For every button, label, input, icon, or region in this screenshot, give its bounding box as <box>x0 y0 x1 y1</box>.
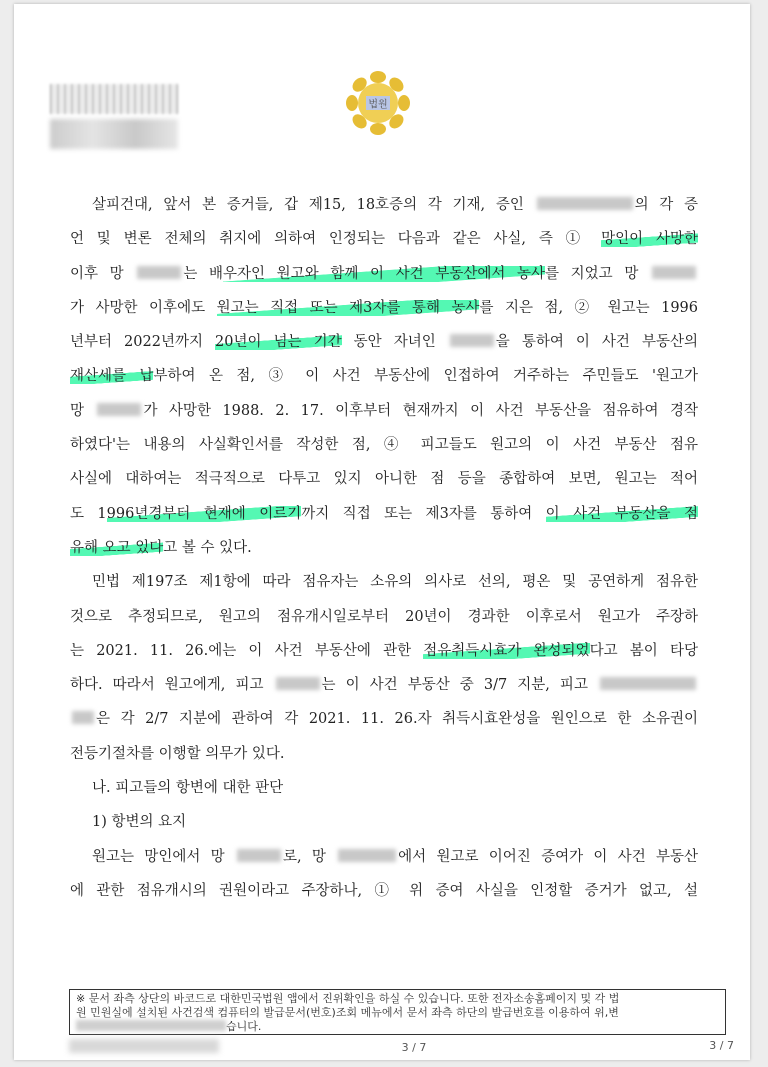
verification-notice <box>69 989 726 1035</box>
redacted-name <box>276 677 320 690</box>
text-line <box>70 188 698 222</box>
highlighted-text: 이 사건 부동산을 점 <box>545 505 698 522</box>
redacted-name <box>450 334 494 347</box>
text-segment: 하다. 따라서 원고에게, 피고 <box>70 677 264 694</box>
section-heading: 나. 피고들의 항변에 대한 판단 <box>92 780 284 797</box>
text-segment: 언 및 변론 전체의 취지에 의하여 인정되는 다음과 같은 사실, 즉 ① <box>70 231 602 248</box>
text-segment: 년부터 2022년까지 <box>70 334 216 351</box>
text-line: 하였다'는 내용의 사실확인서를 작성한 점, ④ 피고들도 원고의 이 사건 부동산 점유 <box>70 437 698 454</box>
text-segment: 가 사망한 이후에도 <box>70 299 217 316</box>
text-line <box>70 531 698 565</box>
text-segment: 는 이 사건 부동산 중 3/7 지분, 피고 <box>321 677 588 694</box>
highlighted-text: 996년경부터 현재에 이르기 <box>106 505 302 522</box>
text-line <box>70 359 698 393</box>
redacted-issue-code <box>69 1039 219 1053</box>
text-line: 에 관한 점유개시의 권원이라고 주장하나, ① 위 증여 사실을 인정할 증거가 없고, 설 <box>70 882 698 899</box>
text-line <box>70 257 698 291</box>
highlighted-text: 망인이 사망한 <box>601 231 699 248</box>
text-line <box>70 222 698 256</box>
text-segment: 동안 자녀인 <box>341 334 436 351</box>
text-line <box>70 702 698 736</box>
text-segment: 은 각 2/7 지분에 관하여 각 2021. 11. 26.자 취득시효완성을 원인으로 한 소유권이 <box>96 711 698 728</box>
court-emblem-icon <box>343 68 413 138</box>
redacted-name <box>537 197 633 210</box>
text-segment: 고 볼 수 있다. <box>163 539 252 556</box>
text-line: 것으로 추정되므로, 원고의 점유개시일로부터 20년이 경과한 이후로서 원고가 주장하 <box>70 608 698 625</box>
redacted-name <box>652 266 696 279</box>
text-line <box>70 291 698 325</box>
text-line <box>70 634 698 668</box>
text-segment: 로, 망 <box>282 848 326 865</box>
text-line: 민법 제197조 제1항에 따라 점유자는 소유의 의사로 선의, 평온 및 공연하게 점유한 <box>92 574 698 591</box>
text-line: 사실에 대하여는 적극적으로 다투고 있지 아니한 점 등을 종합하여 보면, 원고는 적어 <box>70 471 698 488</box>
text-segment: 망 <box>70 402 85 419</box>
text-segment: 부하여 온 점, ③ 이 사건 부동산에 인접하여 거주하는 주민들도 '원고가 <box>153 368 698 385</box>
emblem-text: 법원 <box>368 99 388 111</box>
text-line <box>70 394 698 428</box>
text-segment: 가 사망한 1988. 2. 17. 이후부터 현재까지 이 사건 부동산을 점유하여 경작 <box>143 402 698 419</box>
text-segment: 의 각 증 <box>634 197 698 213</box>
text-segment: 원고는 망인에서 망 <box>92 848 225 865</box>
text-segment: 다고 봄이 타당 <box>589 642 698 659</box>
text-line <box>70 497 698 531</box>
notice-line: 원 민원실에 설치된 사건검색 컴퓨터의 발급문서(번호)조회 메뉴에서 문서 좌측 하단의 발급번호를 이용하여 위,변 <box>76 1006 619 1019</box>
text-segment: 는 2021. 11. 26.에는 이 사건 부동산에 관한 <box>70 642 424 659</box>
notice-line <box>76 1020 719 1034</box>
redacted-name <box>97 403 141 416</box>
page-number-indicator: 3 / 7 <box>709 1039 734 1052</box>
highlighted-text: 원고는 직접 또는 제3자를 통해 농사 <box>216 299 480 316</box>
barcode <box>50 84 178 114</box>
text-segment: 도 1 <box>70 505 107 522</box>
text-segment: 는 배 <box>183 265 223 282</box>
redacted-text <box>76 1020 226 1031</box>
highlighted-text: 20년이 넘는 기간 <box>215 334 342 351</box>
text-segment: 를 지었고 망 <box>545 265 639 282</box>
text-line <box>70 668 698 702</box>
subsection-heading: 1) 항변의 요지 <box>92 814 187 831</box>
text-segment: 을 통하여 이 사건 부동산의 <box>495 334 699 351</box>
document-body <box>70 188 698 908</box>
redacted-issue-number <box>50 119 178 149</box>
text-line <box>70 325 698 359</box>
text-line <box>70 840 698 874</box>
document-page <box>14 4 750 1060</box>
text-segment: 습니다. <box>226 1020 262 1033</box>
highlighted-text: 점유취득시효가 완성되었 <box>423 642 590 659</box>
redacted-name <box>72 711 94 724</box>
text-segment: 살피건대, 앞서 본 증거들, 갑 제15, 18호증의 각 기재, 증인 <box>92 197 524 213</box>
notice-line: ※ 문서 좌측 상단의 바코드로 대한민국법원 앱에서 진위확인을 하실 수 있습니다. 또한 전자소송홈페이지 및 각 법 <box>76 992 620 1005</box>
text-line: 전등기절차를 이행할 의무가 있다. <box>70 745 285 762</box>
text-segment: 에서 원고로 이어진 증여가 이 사건 부동산 <box>398 848 699 865</box>
text-segment: 를 지은 점, ② 원고는 1996 <box>479 299 698 316</box>
redacted-name <box>237 849 281 862</box>
highlighted-text: 재산세를 납 <box>70 368 154 385</box>
redacted-name <box>137 266 181 279</box>
page-number: 3 / 7 <box>401 1041 427 1054</box>
redacted-name <box>600 677 696 690</box>
highlighted-text: 우자인 원고와 함께 이 사건 부동산에서 농사 <box>223 265 546 282</box>
highlighted-text: 유해 오고 있다 <box>70 539 164 556</box>
text-segment: 까지 직접 또는 제3자를 통하여 <box>301 505 546 522</box>
redacted-name <box>338 849 396 862</box>
text-segment: 이후 망 <box>70 265 124 282</box>
